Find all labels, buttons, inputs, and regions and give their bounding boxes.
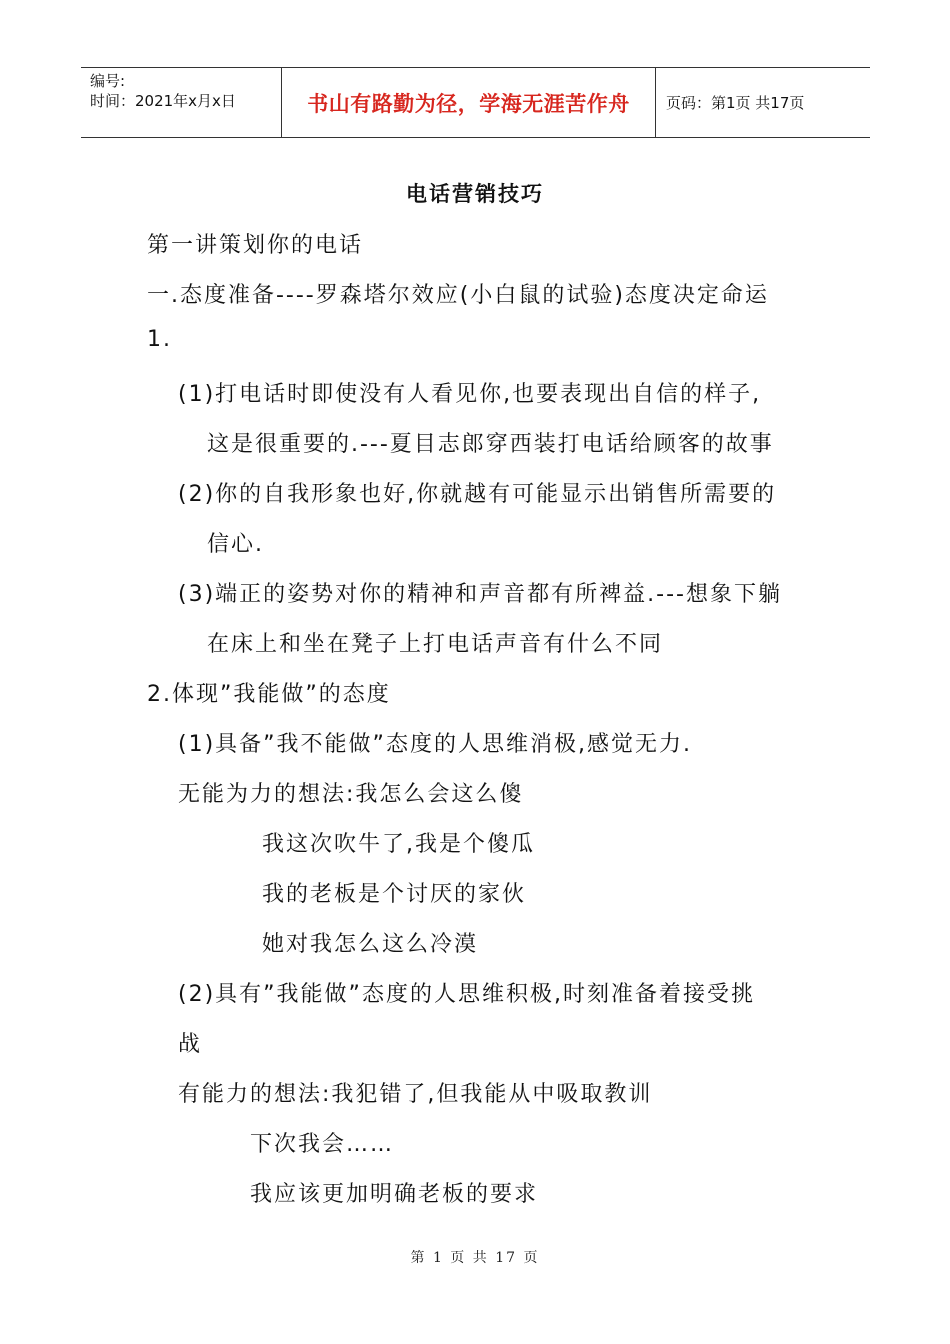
date-label: 时间：2021年x月x日 xyxy=(90,92,236,110)
header-left-cell xyxy=(81,68,282,137)
paragraph-line: 有能力的想法:我犯错了,但我能从中吸取教训 xyxy=(178,1082,653,1107)
paragraph-line: 我这次吹牛了,我是个傻瓜 xyxy=(262,832,535,857)
paragraph-line: 她对我怎么这么冷漠 xyxy=(262,932,479,957)
paragraph-line: 我应该更加明确老板的要求 xyxy=(250,1182,539,1207)
paragraph-line: 战 xyxy=(178,1032,203,1057)
number-label: 编号: xyxy=(90,72,126,90)
page-footer: 第 1 页 共 17 页 xyxy=(410,1250,540,1266)
paragraph-line: (2)你的自我形象也好,你就越有可能显示出销售所需要的 xyxy=(178,482,777,507)
paragraph-line: (1)具备”我不能做”态度的人思维消极,感觉无力. xyxy=(178,732,692,757)
page-label: 页码：第1页 共17页 xyxy=(666,94,805,112)
header-table xyxy=(81,67,870,138)
paragraph-line: 我的老板是个讨厌的家伙 xyxy=(262,882,527,907)
subsection-heading: 一.态度准备----罗森塔尔效应(小白鼠的试验)态度决定命运 xyxy=(147,283,769,308)
paragraph-line: (1)打电话时即使没有人看见你,也要表现出自信的样子, xyxy=(178,382,762,407)
document-title: 电话营销技巧 xyxy=(406,182,544,206)
paragraph-line: 无能为力的想法:我怎么会这么傻 xyxy=(178,782,524,807)
paragraph-line: (3)端正的姿势对你的精神和声音都有所裨益.---想象下躺 xyxy=(178,582,782,607)
paragraph-line: 下次我会…… xyxy=(250,1132,395,1157)
paragraph-line: 这是很重要的.---夏目志郎穿西装打电话给顾客的故事 xyxy=(207,432,774,457)
list-heading: 2.体现”我能做”的态度 xyxy=(147,682,391,707)
section-heading: 第一讲策划你的电话 xyxy=(147,233,364,258)
paragraph-line: 信心. xyxy=(207,532,264,557)
paragraph-line: (2)具有”我能做”态度的人思维积极,时刻准备着接受挑 xyxy=(178,982,755,1007)
list-number: 1. xyxy=(147,327,172,352)
paragraph-line: 在床上和坐在凳子上打电话声音有什么不同 xyxy=(207,632,664,657)
motto: 书山有路勤为径，学海无涯苦作舟 xyxy=(282,68,656,137)
